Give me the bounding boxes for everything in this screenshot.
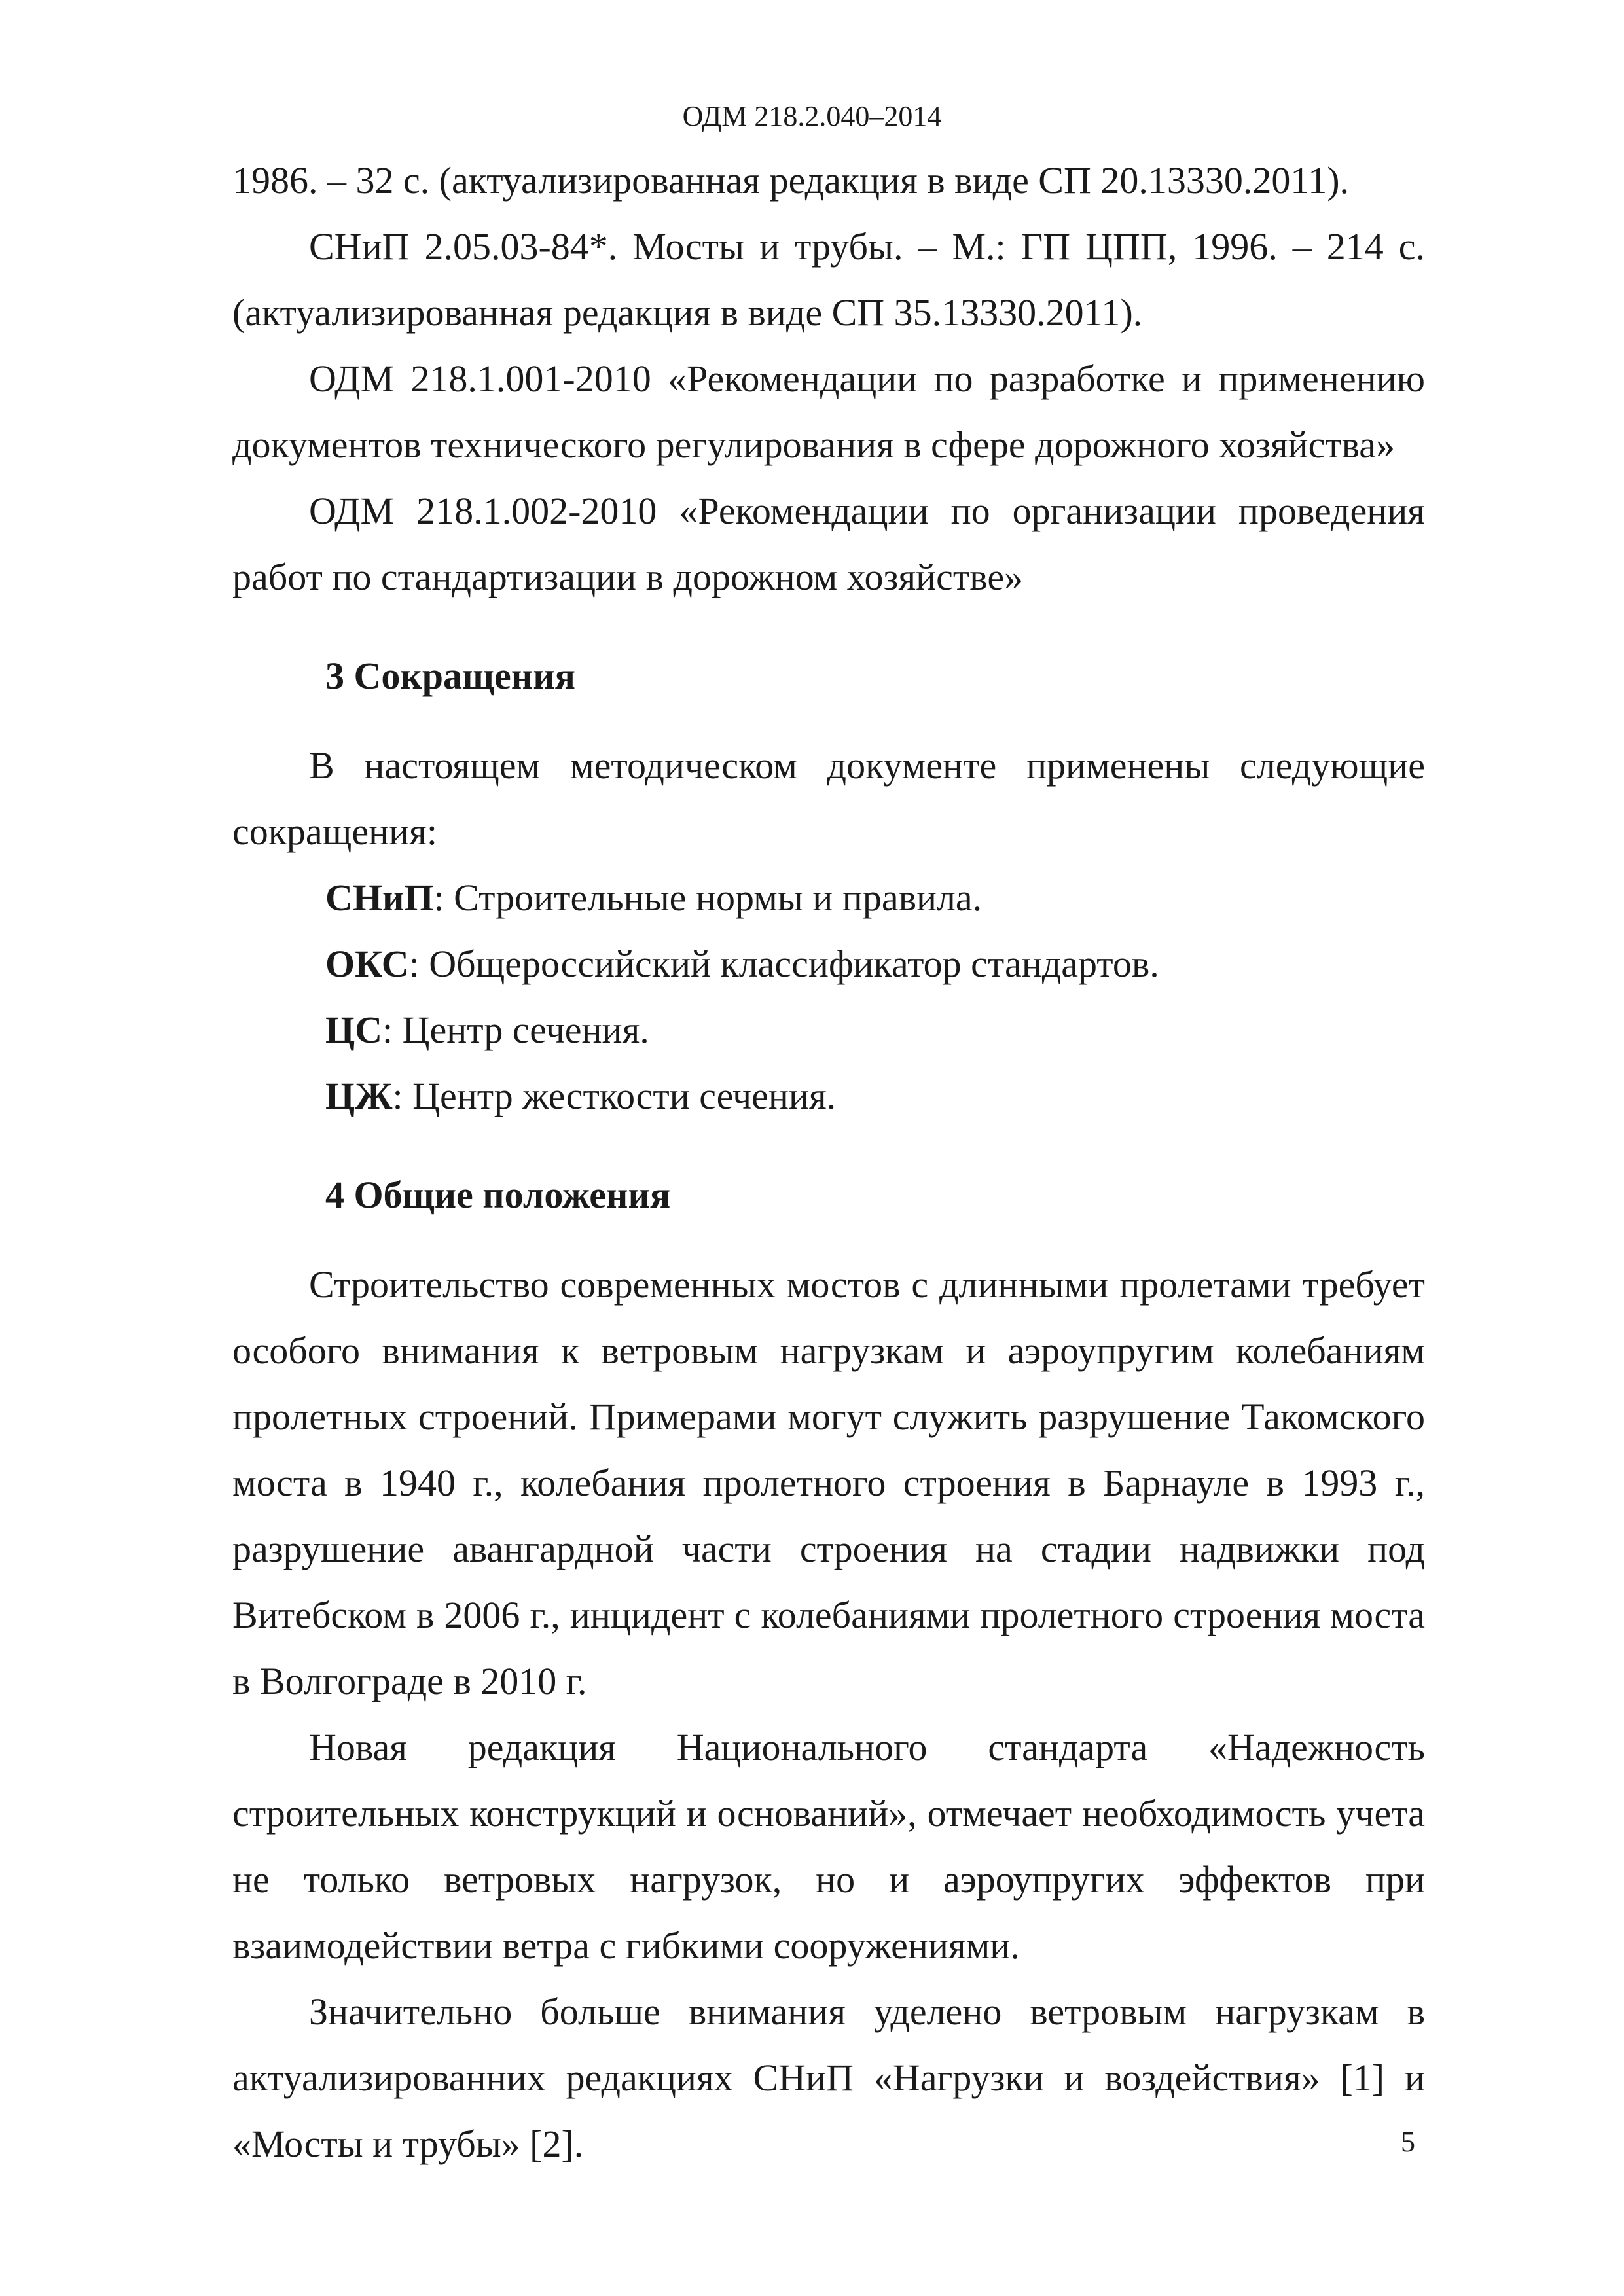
abbreviation-definition: : Общероссийский классификатор стандартов. — [408, 942, 1159, 985]
body-paragraph: Новая редакция Национального стандарта «Надежность строительных конструкций и оснований», отмечает необходимость учета не только ветровых нагрузок, но и аэроупругих эффектов при взаимодействии ветра с гибкими сооружениями. — [232, 1726, 1425, 1967]
section-heading-abbreviations: 3 Сокращения — [325, 655, 575, 697]
abbreviation-term: ОКС — [325, 942, 409, 985]
reference-item: СНиП 2.05.03-84*. Мосты и трубы. – М.: ГП ЦПП, 1996. – 214 с. (актуализированная редакция в виде СП 35.13330.2011). — [232, 225, 1425, 334]
reference-item: ОДМ 218.1.001-2010 «Рекомендации по разработке и применению документов технического регулирования в сфере дорожного хозяйства» — [232, 357, 1425, 466]
abbreviation-item — [232, 865, 1425, 931]
abbreviation-term: ЦС — [325, 1009, 382, 1051]
page-header: ОДМ 218.2.040–2014 — [682, 100, 942, 132]
abbreviation-item — [232, 1063, 1425, 1129]
reference-item: 1986. – 32 с. (актуализированная редакция в виде СП 20.13330.2011). — [232, 159, 1350, 202]
abbreviation-definition: : Центр жесткости сечения. — [392, 1075, 837, 1117]
abbreviation-item — [232, 997, 1425, 1063]
body-paragraph: Строительство современных мостов с длинными пролетами требует особого внимания к ветровым нагрузкам и аэроупругим колебаниям пролетных строений. Примерами могут служить разрушение Такомского моста в 1940 г., колебания пролетного строения в Барнауле в 1993 г., разрушение авангардной части строения на стадии надвижки под Витебском в 2006 г., инцидент с колебаниями пролетного строения моста в Волгограде в 2010 г. — [232, 1263, 1425, 1702]
abbreviation-item — [232, 931, 1425, 997]
abbreviation-term: ЦЖ — [325, 1075, 393, 1117]
abbreviation-term: СНиП — [325, 876, 434, 919]
reference-item: ОДМ 218.1.002-2010 «Рекомендации по организации проведения работ по стандартизации в дорожном хозяйстве» — [232, 490, 1425, 598]
abbreviation-definition: : Строительные нормы и правила. — [433, 876, 983, 919]
body-paragraph: Значительно больше внимания уделено ветровым нагрузкам в актуализированних редакциях СНиП «Нагрузки и воздействия» [1] и «Мосты и трубы» [2]. — [232, 1990, 1425, 2165]
abbreviation-definition: : Центр сечения. — [382, 1009, 649, 1051]
section-heading-general: 4 Общие положения — [325, 1174, 671, 1216]
page-number: 5 — [1401, 2126, 1415, 2158]
page-body — [232, 147, 1425, 2177]
abbreviations-intro: В настоящем методическом документе применены следующие сокращения: — [232, 744, 1425, 853]
